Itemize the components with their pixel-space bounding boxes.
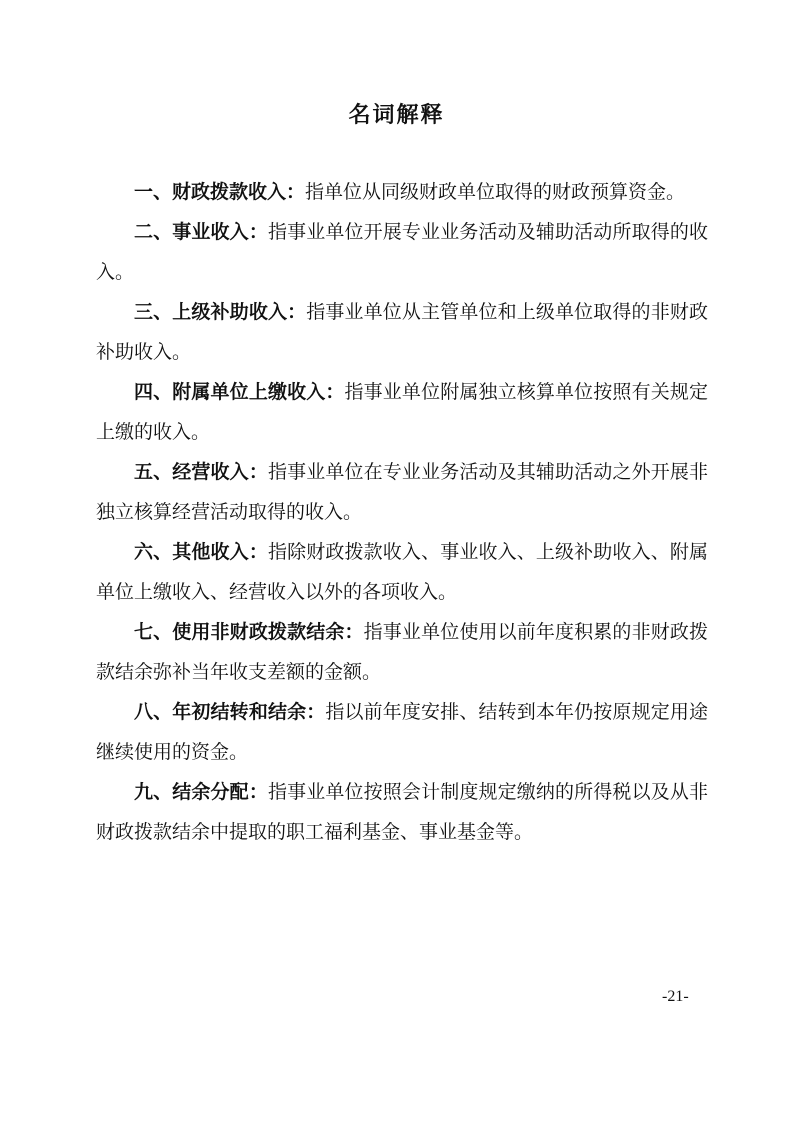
page-title: 名词解释	[348, 102, 445, 128]
term-heading: 六、其他收入：	[134, 541, 268, 563]
term-item	[96, 532, 708, 612]
term-definition: 指事业单位从主管单位和上级单位取得的非财政补助收入。	[96, 301, 708, 363]
term-definition: 指除财政拨款收入、事业收入、上级补助收入、附属单位上缴收入、经营收入以外的各项收入。	[96, 541, 708, 603]
term-definition: 指事业单位开展专业业务活动及辅助活动所取得的收入。	[96, 221, 708, 283]
term-list	[96, 172, 708, 852]
term-heading: 三、上级补助收入：	[134, 301, 307, 323]
term-item	[96, 372, 708, 452]
term-heading: 七、使用非财政拨款结余：	[134, 621, 364, 643]
term-item	[96, 612, 708, 692]
term-item	[96, 212, 708, 292]
term-item	[96, 772, 708, 852]
term-heading: 八、年初结转和结余：	[134, 701, 326, 723]
term-definition: 指事业单位在专业业务活动及其辅助活动之外开展非独立核算经营活动取得的收入。	[96, 461, 708, 523]
term-definition: 指以前年度安排、结转到本年仍按原规定用途继续使用的资金。	[96, 701, 708, 763]
term-heading: 四、附属单位上缴收入：	[134, 381, 345, 403]
term-definition: 指单位从同级财政单位取得的财政预算资金。	[305, 181, 686, 203]
term-item	[96, 172, 708, 212]
term-heading: 二、事业收入：	[134, 221, 268, 243]
term-heading: 九、结余分配：	[134, 781, 268, 803]
term-item	[96, 292, 708, 372]
term-definition: 指事业单位使用以前年度积累的非财政拨款结余弥补当年收支差额的金额。	[96, 621, 708, 683]
term-heading: 一、财政拨款收入：	[134, 181, 306, 203]
page-number: -21-	[662, 988, 689, 1005]
term-definition: 指事业单位按照会计制度规定缴纳的所得税以及从非财政拨款结余中提取的职工福利基金、事业基金等。	[96, 781, 708, 843]
term-definition: 指事业单位附属独立核算单位按照有关规定上缴的收入。	[96, 381, 708, 443]
term-item	[96, 692, 708, 772]
term-heading: 五、经营收入：	[134, 461, 268, 483]
term-item	[96, 452, 708, 532]
